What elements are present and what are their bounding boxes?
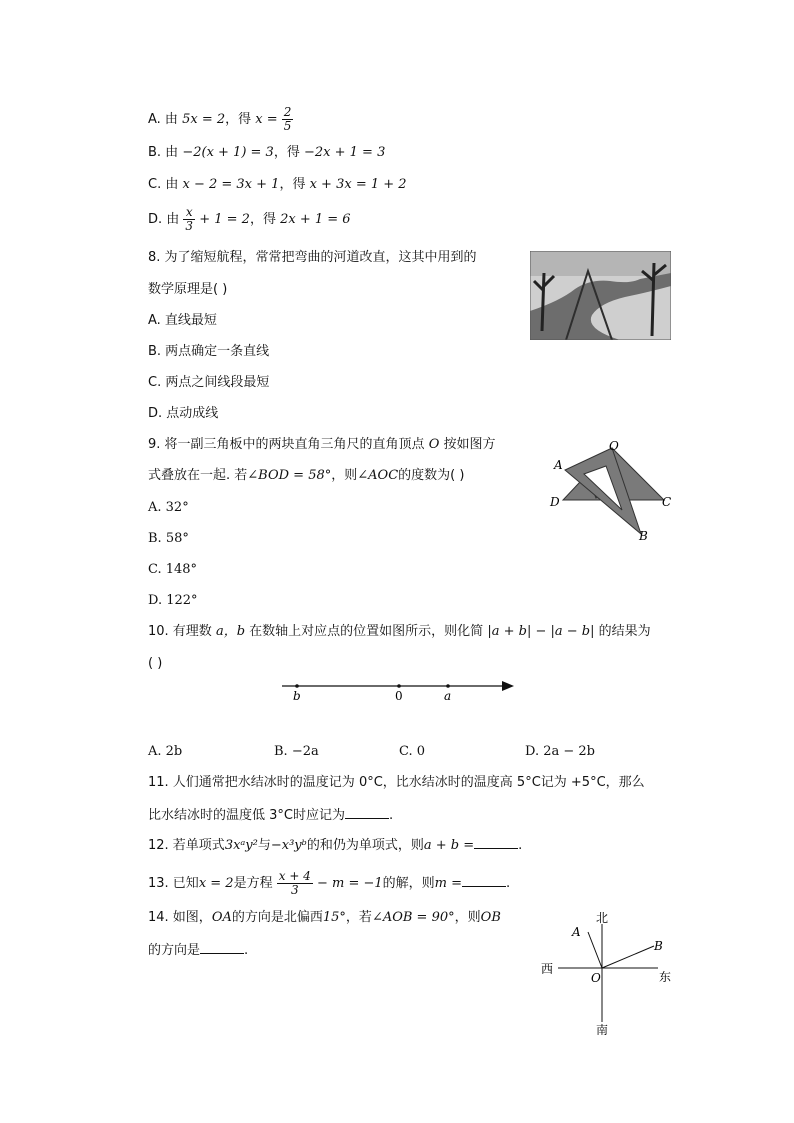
- q14-ray-oa: OA: [211, 910, 232, 925]
- q12-monomial-2: −x³yᵇ: [270, 838, 307, 853]
- q10-option-c: C. 0: [399, 744, 426, 759]
- q10-option-a: A. 2b: [148, 744, 183, 759]
- q10-option-d: D. 2a − 2b: [525, 744, 595, 759]
- ray-ob: [602, 946, 654, 968]
- q7-a-lhs: x =: [255, 112, 278, 127]
- q9-option-a: A. 32°: [148, 500, 189, 515]
- q8-option-d: D. 点动成线: [148, 406, 219, 421]
- label-zero: 0: [395, 689, 403, 703]
- q9-stem-line2: [148, 467, 464, 485]
- q8-option-a: A. 直线最短: [148, 313, 217, 328]
- q13-answer-blank: [462, 874, 506, 887]
- q13-stem: [148, 870, 510, 897]
- q7-d-mid: ，得: [249, 212, 276, 227]
- label-east: 东: [659, 970, 672, 984]
- point-a: [446, 684, 450, 688]
- q9-angle-bod: ∠BOD = 58°: [247, 468, 332, 483]
- q13-denominator: 3: [290, 883, 299, 897]
- q7-b-result: −2x + 1 = 3: [303, 145, 386, 160]
- q7-option-c: [148, 176, 407, 194]
- q9-stem-line1: [148, 436, 496, 454]
- q12-end: .: [518, 838, 523, 853]
- q14-line2-text: 的方向是: [148, 943, 201, 958]
- q13-fraction: [277, 870, 313, 897]
- q13-text-a: 13. 已知: [148, 876, 199, 891]
- q8-stem-line2: 数学原理是( ): [148, 282, 228, 297]
- q9-line2-c: 的度数为( ): [398, 468, 465, 483]
- label-b: b: [293, 689, 301, 703]
- q14-degrees: 15°: [322, 910, 346, 925]
- point-zero: [397, 684, 401, 688]
- label-west: 西: [541, 962, 554, 976]
- ray-oa: [588, 932, 602, 968]
- q10-expression: |a + b| − |a − b|: [487, 624, 595, 639]
- number-line-arrow: [502, 681, 514, 691]
- q13-equation-rest: − m = −1: [316, 876, 383, 891]
- q7-b-label: B. 由: [148, 145, 179, 160]
- q14-stem-line2: [148, 941, 248, 960]
- q9-line2-a: 式叠放在一起. 若: [148, 468, 248, 483]
- q7-d-label: D. 由: [148, 212, 180, 227]
- q7-a-numerator: 2: [283, 105, 292, 119]
- q12-text-a: 12. 若单项式: [148, 838, 225, 853]
- q7-d-denominator: 3: [185, 219, 194, 233]
- triangle-rulers-figure: [548, 436, 678, 546]
- q14-line1-d: ，则: [454, 910, 481, 925]
- label-a: A: [554, 458, 563, 472]
- label-c: C: [662, 495, 672, 509]
- q10-option-b: B. −2a: [274, 744, 319, 759]
- q10-line1-c: 的结果为: [598, 624, 651, 639]
- q9-option-b: B. 58°: [148, 531, 189, 546]
- q9-point-o: O: [428, 437, 440, 452]
- q12-text-b: 与: [257, 838, 271, 853]
- label-a: a: [444, 689, 452, 703]
- q14-line1-b: 的方向是北偏西: [231, 910, 323, 925]
- q9-line1-a: 9. 将一副三角板中的两块直角三角尺的直角顶点: [148, 437, 425, 452]
- number-line-figure: [280, 676, 520, 704]
- q7-b-equation: −2(x + 1) = 3: [182, 145, 274, 160]
- q7-b-mid: ，得: [273, 145, 300, 160]
- q7-option-a: [148, 106, 293, 133]
- point-b: [295, 684, 299, 688]
- q7-c-label: C. 由: [148, 177, 179, 192]
- q10-stem-line1: [148, 623, 651, 641]
- q7-option-d: [148, 206, 351, 233]
- q9-line1-b: 按如图方: [443, 437, 496, 452]
- q9-option-c: C. 148°: [148, 562, 198, 577]
- label-b: B: [654, 939, 663, 953]
- q8-option-c: C. 两点之间线段最短: [148, 375, 270, 390]
- q7-option-b: [148, 144, 385, 162]
- q11-stem-line1: 11. 人们通常把水结冰时的温度记为 0°C，比水结冰时的温度高 5°C记为 +5°C，那么: [148, 775, 645, 790]
- q7-a-fraction: [282, 106, 294, 133]
- q14-angle-aob: ∠AOB = 90°: [371, 910, 455, 925]
- river-sky: [530, 251, 671, 276]
- q12-stem: [148, 836, 522, 855]
- label-d: D: [550, 495, 560, 509]
- q8-option-b: B. 两点确定一条直线: [148, 344, 270, 359]
- q7-a-denominator: 5: [283, 119, 292, 133]
- q7-c-equation: x − 2 = 3x + 1: [182, 177, 280, 192]
- label-south: 南: [596, 1023, 609, 1037]
- q13-end: .: [506, 876, 511, 891]
- river-illustration: [530, 251, 671, 340]
- q7-d-fraction: [183, 206, 195, 233]
- label-a: A: [572, 925, 581, 939]
- q7-d-numerator: x: [183, 206, 195, 220]
- q7-c-result: x + 3x = 1 + 2: [309, 177, 407, 192]
- q11-answer-blank: [345, 806, 389, 819]
- q9-angle-aoc: ∠AOC: [357, 468, 399, 483]
- label-b: B: [639, 529, 648, 543]
- label-o: O: [609, 439, 619, 453]
- q12-text-c: 的和仍为单项式，则: [306, 838, 424, 853]
- q7-d-equation-rest: + 1 = 2: [199, 212, 250, 227]
- q7-a-mid: ，得: [225, 112, 252, 127]
- q10-vars: a，b: [215, 624, 246, 639]
- q13-text-b: 是方程: [233, 876, 273, 891]
- q14-line2-end: .: [244, 943, 249, 958]
- q14-line1-c: ，若: [345, 910, 372, 925]
- q8-stem-line1: 8. 为了缩短航程，常常把弯曲的河道改直，这其中用到的: [148, 250, 477, 265]
- q10-line1-a: 10. 有理数: [148, 624, 212, 639]
- compass-figure: [538, 906, 678, 1038]
- q14-line1-a: 14. 如图，: [148, 910, 212, 925]
- q14-ray-ob: OB: [480, 910, 501, 925]
- q14-answer-blank: [200, 941, 244, 954]
- q13-text-c: 的解，则: [382, 876, 435, 891]
- q7-a-equation: 5x = 2: [182, 112, 226, 127]
- q14-stem-line1: [148, 909, 501, 927]
- q10-line1-b: 在数轴上对应点的位置如图所示，则化简: [249, 624, 484, 639]
- q13-expression: m =: [434, 876, 463, 891]
- q9-option-d: D. 122°: [148, 593, 198, 608]
- q7-c-mid: ，得: [279, 177, 306, 192]
- q11-line2-text: 比水结冰时的温度低 3°C时应记为: [148, 808, 345, 823]
- q12-monomial-1: 3xᵃy²: [224, 838, 258, 853]
- q13-numerator: x + 4: [278, 869, 311, 883]
- q11-line2-end: .: [388, 808, 394, 823]
- q13-condition: x = 2: [198, 876, 234, 891]
- q12-expression: a + b =: [423, 838, 475, 853]
- q11-stem-line2: [148, 806, 393, 825]
- q7-d-result: 2x + 1 = 6: [280, 212, 351, 227]
- q7-a-label: A. 由: [148, 112, 178, 127]
- q12-answer-blank: [474, 836, 518, 849]
- q9-line2-b: ，则: [331, 468, 358, 483]
- label-north: 北: [596, 911, 609, 925]
- label-o: O: [591, 971, 601, 985]
- q10-stem-line2: ( ): [148, 656, 163, 671]
